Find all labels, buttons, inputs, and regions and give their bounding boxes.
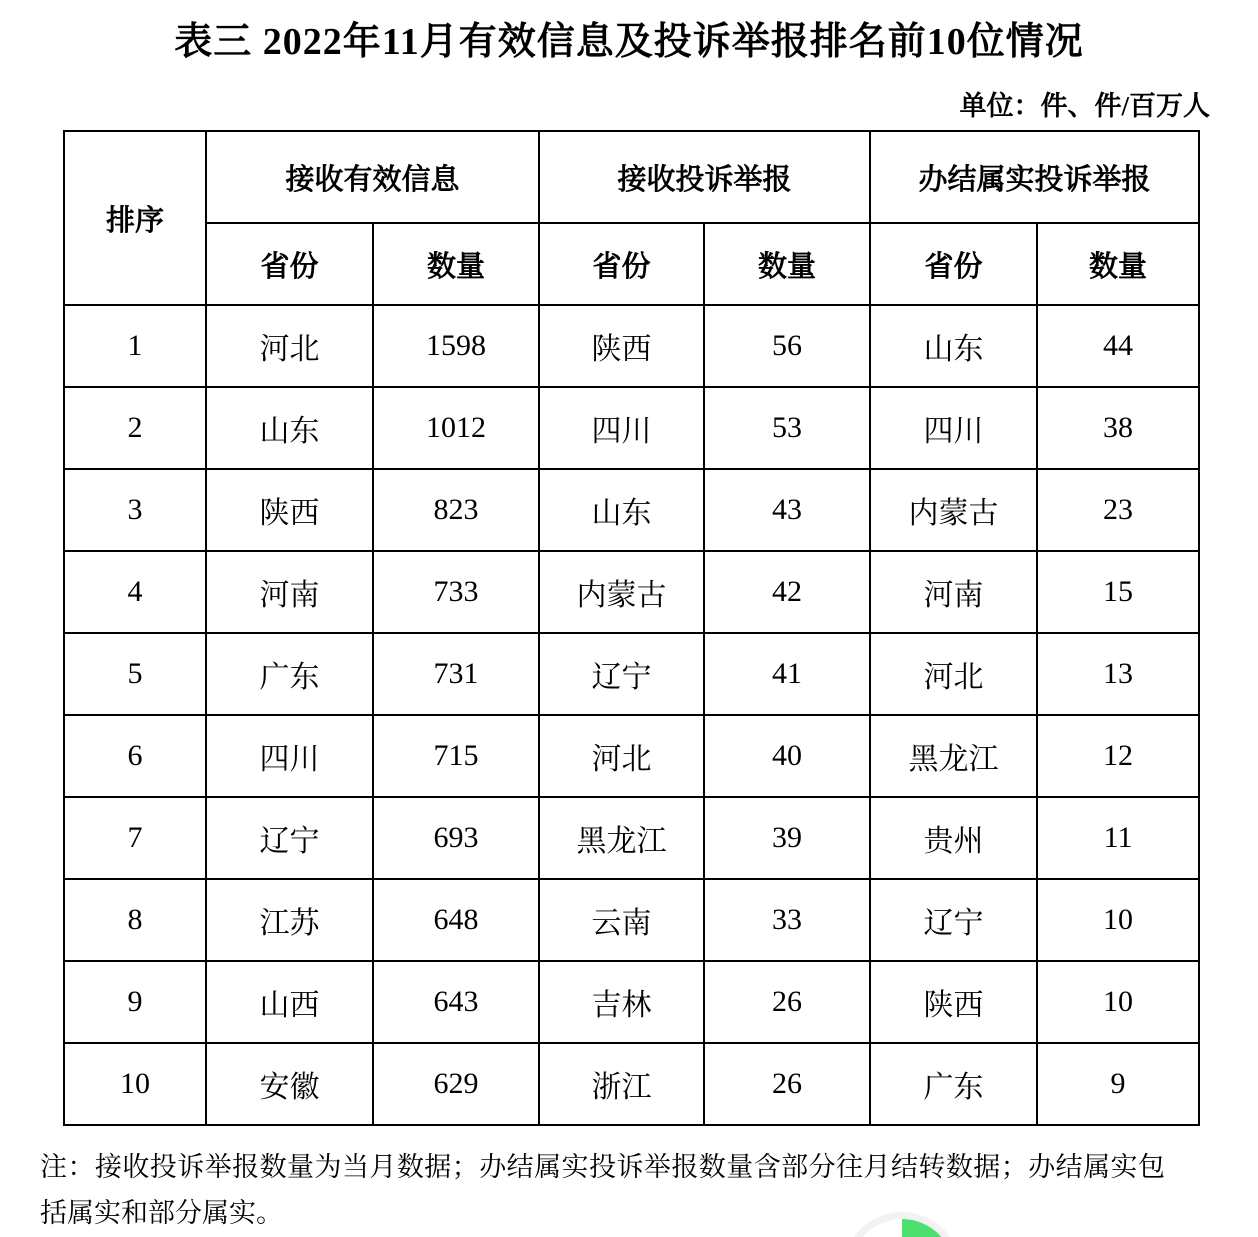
count-cell: 10 <box>1037 961 1199 1043</box>
rank-cell: 9 <box>64 961 206 1043</box>
province-cell: 江苏 <box>206 879 373 961</box>
count-cell: 715 <box>373 715 539 797</box>
rank-cell: 10 <box>64 1043 206 1125</box>
table-row <box>64 1043 1199 1125</box>
rank-cell: 8 <box>64 879 206 961</box>
province-cell: 黑龙江 <box>870 715 1037 797</box>
rank-cell: 4 <box>64 551 206 633</box>
province-cell: 辽宁 <box>539 633 704 715</box>
count-cell: 53 <box>704 387 870 469</box>
count-cell: 12 <box>1037 715 1199 797</box>
subheader-count: 数量 <box>704 223 870 305</box>
header-group-row <box>64 131 1199 223</box>
rank-cell: 6 <box>64 715 206 797</box>
province-cell: 陕西 <box>206 469 373 551</box>
table-row <box>64 633 1199 715</box>
province-cell: 陕西 <box>539 305 704 387</box>
count-cell: 11 <box>1037 797 1199 879</box>
province-cell: 浙江 <box>539 1043 704 1125</box>
count-cell: 39 <box>704 797 870 879</box>
table-row <box>64 387 1199 469</box>
count-cell: 823 <box>373 469 539 551</box>
province-cell: 内蒙古 <box>539 551 704 633</box>
province-cell: 四川 <box>206 715 373 797</box>
count-cell: 643 <box>373 961 539 1043</box>
count-cell: 10 <box>1037 879 1199 961</box>
province-cell: 山东 <box>870 305 1037 387</box>
count-cell: 33 <box>704 879 870 961</box>
province-cell: 河北 <box>539 715 704 797</box>
province-cell: 吉林 <box>539 961 704 1043</box>
count-cell: 733 <box>373 551 539 633</box>
rank-cell: 5 <box>64 633 206 715</box>
page-title: 表三 2022年11月有效信息及投诉举报排名前10位情况 <box>174 21 1084 63</box>
province-cell: 辽宁 <box>206 797 373 879</box>
count-cell: 40 <box>704 715 870 797</box>
province-cell: 安徽 <box>206 1043 373 1125</box>
province-cell: 陕西 <box>870 961 1037 1043</box>
table-row <box>64 715 1199 797</box>
province-cell: 四川 <box>870 387 1037 469</box>
count-cell: 629 <box>373 1043 539 1125</box>
rank-cell: 1 <box>64 305 206 387</box>
count-cell: 56 <box>704 305 870 387</box>
header-sub-row <box>64 223 1199 305</box>
count-cell: 26 <box>704 961 870 1043</box>
ranking-table <box>63 130 1200 1126</box>
rank-column-header: 排序 <box>64 131 206 305</box>
province-cell: 四川 <box>539 387 704 469</box>
count-cell: 1012 <box>373 387 539 469</box>
province-cell: 辽宁 <box>870 879 1037 961</box>
group-header-received-valid-info: 接收有效信息 <box>206 131 539 223</box>
group-header-received-complaints: 接收投诉举报 <box>539 131 870 223</box>
province-cell: 黑龙江 <box>539 797 704 879</box>
count-cell: 9 <box>1037 1043 1199 1125</box>
subheader-province: 省份 <box>206 223 373 305</box>
rank-cell: 2 <box>64 387 206 469</box>
province-cell: 广东 <box>206 633 373 715</box>
count-cell: 43 <box>704 469 870 551</box>
subheader-province: 省份 <box>539 223 704 305</box>
count-cell: 41 <box>704 633 870 715</box>
subheader-count: 数量 <box>373 223 539 305</box>
count-cell: 15 <box>1037 551 1199 633</box>
count-cell: 648 <box>373 879 539 961</box>
rank-cell: 7 <box>64 797 206 879</box>
province-cell: 山东 <box>539 469 704 551</box>
count-cell: 693 <box>373 797 539 879</box>
province-cell: 河北 <box>206 305 373 387</box>
province-cell: 河南 <box>206 551 373 633</box>
count-cell: 26 <box>704 1043 870 1125</box>
table-row <box>64 961 1199 1043</box>
province-cell: 河北 <box>870 633 1037 715</box>
count-cell: 23 <box>1037 469 1199 551</box>
count-cell: 13 <box>1037 633 1199 715</box>
table-row <box>64 305 1199 387</box>
province-cell: 云南 <box>539 879 704 961</box>
footnote: 注：接收投诉举报数量为当月数据；办结属实投诉举报数量含部分往月结转数据；办结属实包括属实和部分属实。 <box>40 1152 1165 1229</box>
province-cell: 贵州 <box>870 797 1037 879</box>
subheader-province: 省份 <box>870 223 1037 305</box>
province-cell: 河南 <box>870 551 1037 633</box>
count-cell: 38 <box>1037 387 1199 469</box>
subheader-count: 数量 <box>1037 223 1199 305</box>
table-row <box>64 879 1199 961</box>
count-cell: 44 <box>1037 305 1199 387</box>
table-row <box>64 469 1199 551</box>
count-cell: 731 <box>373 633 539 715</box>
province-cell: 广东 <box>870 1043 1037 1125</box>
province-cell: 山西 <box>206 961 373 1043</box>
table-row <box>64 551 1199 633</box>
rank-cell: 3 <box>64 469 206 551</box>
province-cell: 山东 <box>206 387 373 469</box>
group-header-verified-complaints: 办结属实投诉举报 <box>870 131 1199 223</box>
count-cell: 42 <box>704 551 870 633</box>
table-row <box>64 797 1199 879</box>
unit-note: 单位：件、件/百万人 <box>959 91 1210 121</box>
province-cell: 内蒙古 <box>870 469 1037 551</box>
count-cell: 1598 <box>373 305 539 387</box>
